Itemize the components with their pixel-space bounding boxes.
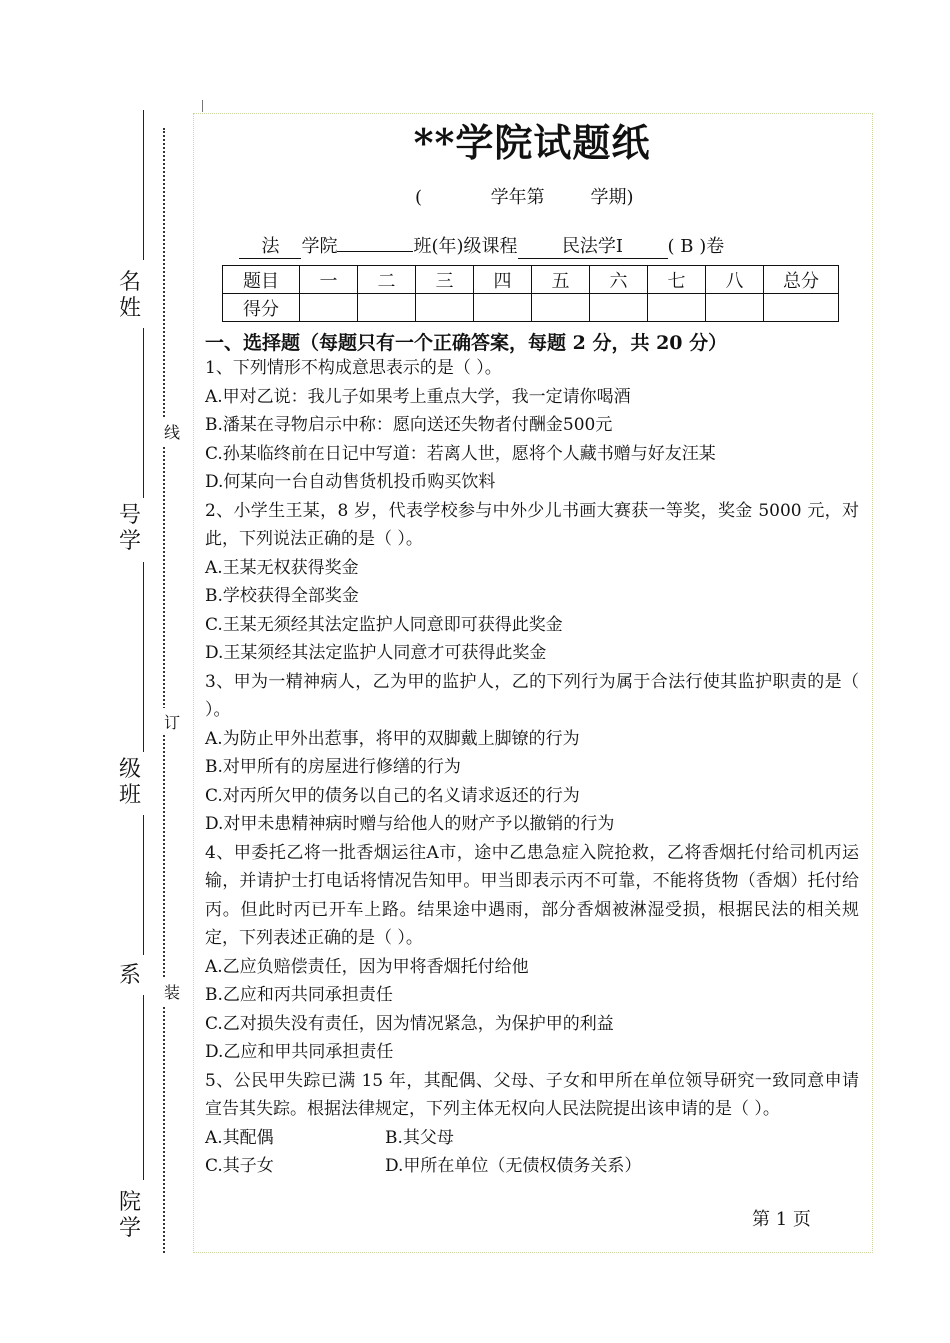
paper-title: **学院试题纸	[413, 120, 651, 165]
score-cell: 题目	[223, 266, 300, 294]
question-option: B.潘某在寻物启示中称：愿向送还失物者付酬金500元	[205, 415, 613, 435]
score-blank-cell	[648, 294, 706, 322]
score-blank-cell	[590, 294, 648, 322]
question-option: B.其父母	[385, 1127, 454, 1148]
question-option: D.乙应和甲共同承担责任	[205, 1042, 394, 1062]
question-option: C.王某无须经其法定监护人同意即可获得此奖金	[205, 614, 563, 635]
score-blank-cell	[416, 294, 474, 322]
score-blank-cell	[706, 294, 764, 322]
question-stem: 1、下列情形不构成意思表示的是（ ）。	[205, 358, 502, 378]
course-name-field: 民法学Ⅰ	[518, 232, 668, 259]
score-cell: 三	[416, 266, 474, 294]
question-option: C.孙某临终前在日记中写道：若离人世，愿将个人藏书赠与好友汪某	[205, 443, 716, 464]
question-option: A.乙应负赔偿责任，因为甲将香烟托付给他	[205, 956, 529, 977]
question-stem: 2、小学生王某，8 岁，代表学校参与中外少儿书画大赛获一等奖，奖金 5000 元，对此，下列说法正确的是（ ）。	[205, 500, 859, 549]
class-field	[337, 251, 413, 252]
paper-type: ( B )卷	[667, 236, 725, 257]
score-blank-cell	[474, 294, 532, 322]
score-cell: 四	[474, 266, 532, 294]
question-option: B.学校获得全部奖金	[205, 586, 359, 606]
question-option: A.甲对乙说：我儿子如果考上重点大学，我一定请你喝酒	[205, 386, 631, 407]
section-title: 一、选择题（每题只有一个正确答案，每题 2 分，共 20 分）	[205, 332, 728, 354]
score-cell: 八	[706, 266, 764, 294]
department-field: 法	[239, 232, 301, 259]
score-table	[222, 265, 839, 322]
score-blank-cell	[300, 294, 358, 322]
name-label: 名姓	[118, 270, 141, 321]
score-cell: 七	[648, 266, 706, 294]
binding-rule	[143, 328, 144, 498]
question-option: A.其配偶	[205, 1127, 274, 1148]
question-option-row	[205, 1152, 859, 1181]
student-id-label: 号学	[118, 503, 141, 554]
question-option: D.甲所在单位（无债权债务关系）	[385, 1156, 642, 1176]
score-blank-cell	[532, 294, 590, 322]
question-option: C.乙对损失没有责任，因为情况紧急，为保护甲的利益	[205, 1013, 614, 1034]
binding-rule	[143, 815, 144, 955]
score-cell: 二	[358, 266, 416, 294]
score-table-header-row	[223, 266, 839, 294]
question-stem: 3、甲为一精神病人，乙为甲的监护人，乙的下列行为属于合法行使其监护职责的是（ ）。	[205, 671, 859, 720]
question-option: A.为防止甲外出惹事，将甲的双脚戴上脚镣的行为	[205, 728, 580, 749]
binding-rule	[143, 562, 144, 752]
school-word: 学院	[301, 236, 338, 257]
question-option: C.其子女	[205, 1156, 274, 1176]
department-label: 系	[118, 963, 141, 988]
question-option: B.乙应和丙共同承担责任	[205, 985, 393, 1005]
score-cell: 六	[590, 266, 648, 294]
question-option: D.王某须经其法定监护人同意才可获得此奖金	[205, 643, 547, 663]
question-option-row	[205, 1124, 859, 1153]
binding-mark-zhuang: 装	[162, 978, 182, 1005]
page-number: 第 1 页	[752, 1209, 811, 1230]
course-line	[228, 211, 724, 259]
binding-rule	[143, 995, 144, 1180]
question-option: D.何某向一台自动售货机投币购买饮料	[205, 472, 496, 492]
binding-rule-top	[143, 110, 144, 260]
score-cell: 总分	[764, 266, 839, 294]
academic-year-line: ( 学年第 学期)	[415, 187, 634, 208]
score-table-score-row	[223, 294, 839, 322]
question-stem: 5、公民甲失踪已满 15 年，其配偶、父母、子女和甲所在单位领导研究一致同意申请宣告其失踪。根据法律规定，下列主体无权向人民法院提出该申请的是（ ）。	[205, 1070, 859, 1119]
binding-dotted-line	[163, 128, 165, 1253]
score-cell: 五	[532, 266, 590, 294]
class-label: 级班	[118, 757, 141, 808]
question-option: B.对甲所有的房屋进行修缮的行为	[205, 757, 461, 777]
question-option: A.王某无权获得奖金	[205, 557, 359, 578]
question-option: D.对甲未患精神病时赠与给他人的财产予以撤销的行为	[205, 814, 615, 834]
score-cell: 得分	[223, 294, 300, 322]
college-label: 院学	[118, 1190, 141, 1241]
class-course-word: 班(年)级课程	[413, 236, 518, 257]
score-cell: 一	[300, 266, 358, 294]
score-blank-cell	[764, 294, 839, 322]
binding-mark-xian: 线	[162, 418, 182, 445]
question-list	[205, 354, 859, 1181]
score-blank-cell	[358, 294, 416, 322]
question-option: C.对丙所欠甲的债务以自己的名义请求返还的行为	[205, 785, 580, 806]
binding-mark-ding: 订	[162, 708, 182, 735]
question-stem: 4、甲委托乙将一批香烟运往A市，途中乙患急症入院抢救，乙将香烟托付给司机丙运输，并请护士打电话将情况告知甲。甲当即表示丙不可靠，不能将货物（香烟）托付给丙。但此时丙已开车上路。结果途中遇雨，部分香烟被淋湿受损，根据民法的相关规定，下列表述正确的是（ ）。	[205, 842, 859, 948]
corner-tick	[202, 100, 203, 112]
